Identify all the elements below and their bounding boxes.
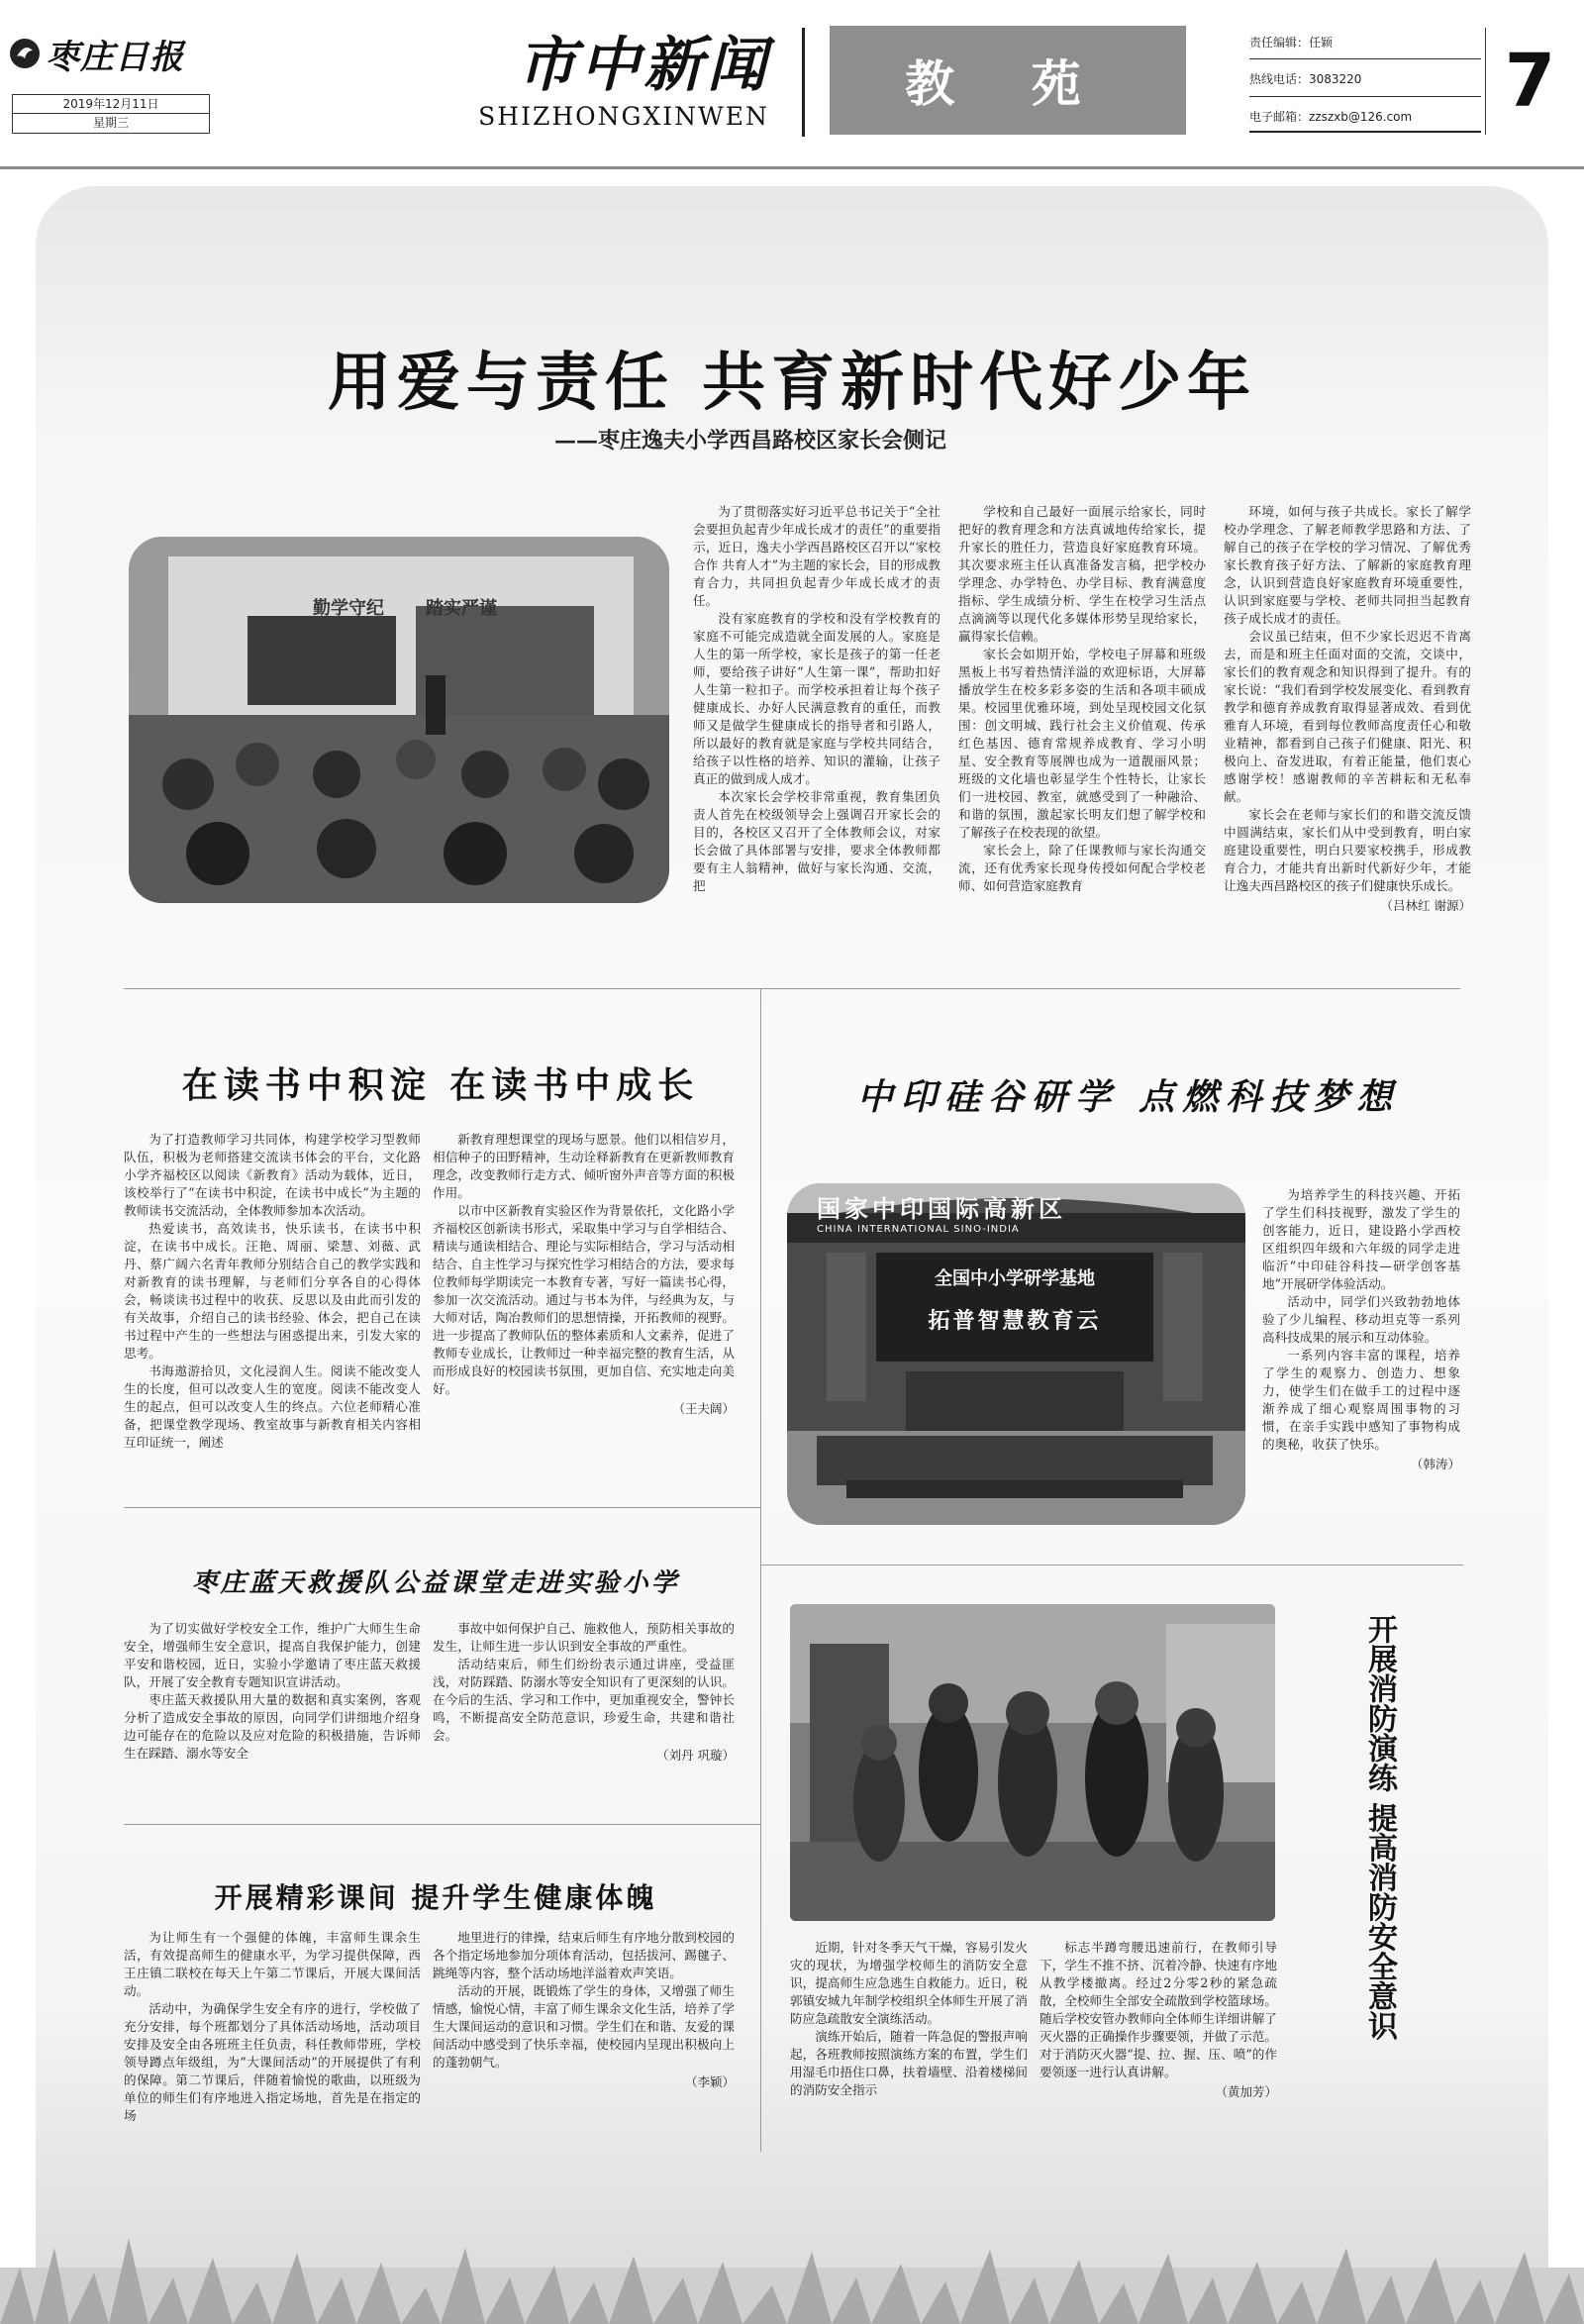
email-field: 电子邮箱：zzszxb@126.com [1249, 97, 1481, 133]
section-pinyin: SHIZHONGXINWEN [478, 102, 769, 131]
paragraph: 没有家庭教育的学校和没有学校教育的家庭不可能完成造就全面发展的人。家庭是人生的第一所学校，家长是孩子的第一任老师，要给孩子讲好“人生第一课”，帮助扣好人生第一粒扣子。而学校承担着让每个孩子健康成长、办好人民满意教育的重任，而教师又是做学生健康成长的指导者和引路人，所以最好的教育就是家庭与学校共同结合，给孩子以性格的培养、知识的灌输，让孩子真正的做到成人成才。 [693, 611, 940, 786]
h-divider-left-2 [124, 1824, 760, 1825]
zhongyin-photo-sign [817, 1189, 1066, 1235]
paragraph: 环境，如何与孩子共成长。家长了解学校办学理念、了解老师教学思路和方法、了解自己的孩子在学校的学习情况、了解优秀家长教育孩子好方法、了解新的家庭教育理念，认识到营造良好家庭教育环境重要性，认识到家庭要与学校、老师共同担当起教育孩子成长成才的责任。 [1224, 504, 1471, 626]
recess-author: （李颖） [684, 2074, 735, 2089]
recess-col-2 [433, 1929, 735, 2091]
paragraph: 为让师生有一个强健的体魄，丰富师生课余生活，有效提高师生的健康水平，为学习提供保障，西王庄镇二联校在每天上午第二节课后，开展大课间活动。 [124, 1930, 421, 1998]
paragraph: 书海遨游拾贝，文化浸润人生。阅读不能改变人生的长度，但可以改变人生的宽度。阅读不能改变人生的起点，但可以改变人生的终点。六位老师精心准备，把课堂教学现场、教室故事与新教育相关内容相互印证统一，阐述 [124, 1364, 421, 1450]
fire-author: （黄加芳） [1215, 2084, 1277, 2099]
grass-decoration [0, 2178, 1584, 2324]
lead-headline: 用爱与责任 共育新时代好少年 [327, 347, 1257, 420]
fire-col-1 [790, 1939, 1028, 2099]
date-box [12, 94, 210, 134]
rescue-col-1 [124, 1620, 421, 1763]
zhongyin-author: （韩涛） [1410, 1457, 1460, 1471]
lead-photo-classroom [129, 537, 669, 903]
reading-col-2 [433, 1131, 735, 1418]
issue-date: 2019年12月11日 [12, 94, 210, 114]
lead-col-3 [1224, 503, 1471, 915]
h-divider-1 [124, 988, 1460, 989]
paper-name: 枣庄日报 [46, 37, 184, 77]
lead-photo-sign-right: 踏实严谨 [426, 598, 497, 619]
masthead-divider [802, 28, 805, 137]
paragraph: 一系列内容丰富的课程，培养了学生的观察力、创造力、想象力，使学生们在做手工的过程中逐渐养成了细心观察周围事物的习惯，在亲手实践中感知了事物构成的奥秘，收获了快乐。 [1262, 1348, 1460, 1452]
zhongyin-photo-screen [896, 1264, 1134, 1335]
paragraph: 枣庄蓝天救援队用大量的数据和真实案例，客观分析了造成安全事故的原因，向同学们讲细地介绍身边可能存在的危险以及应对危险的积极措施，告诉师生在踩踏、溺水等安全 [124, 1692, 421, 1761]
paragraph: 活动中，同学们兴致勃勃地体验了少儿编程、移动坦克等一系列高科技成果的展示和互动体验。 [1262, 1294, 1460, 1345]
paragraph: 会议虽已结束，但不少家长迟迟不肯离去，而是和班主任面对面的交流，交谈中，家长们的教育观念和知识得到了提升。有的家长说：“我们看到学校发展变化、看到教育教学和德育养成教育取得显著成效、看到优雅育人环境，看到每位教师高度责任心和敬业精神，都看到自己孩子们健康、阳光、积极向上、奋发进取，有着正能量，他们衷心感谢学校！感谢教师的辛苦耕耘和无私奉献。 [1224, 629, 1471, 804]
paragraph: 标志半蹲弯腰迅速前行，在教师引导下，学生不推不挤、沉着冷静、快速有序地从教学楼撤离。经过2分零2秒的紧急疏散，全校师生全部安全疏散到学校篮球场。随后学校安管办教师向全体师生详细讲解了灭火器的正确操作步骤要领，并做了示范。对于消防灭火器“提、拉、握、压、喷”的作要领逐一进行认真讲解。 [1040, 1940, 1277, 2079]
paragraph: 事故中如何保护自己、施救他人，预防相关事故的发生，让师生进一步认识到安全事故的严重性。 [433, 1621, 735, 1654]
paper-logo [8, 30, 216, 77]
masthead [0, 0, 1584, 176]
lead-col-1 [693, 503, 940, 895]
paragraph: 演练开始后，随着一阵急促的警报声响起，各班教师按照演练方案的布置，学生们用湿毛巾捂住口鼻，扶着墙壁、沿着楼梯间的消防安全指示 [790, 2029, 1028, 2097]
paragraph: 活动中，为确保学生安全有序的进行，学校做了充分安排，每个班都划分了具体活动场地，活动项目安排及安全由各班班主任负责，科任教师带班，学校领导蹲点年级组，为“大课间活动”的开展提供了有利的保障。第二节课后，伴随着愉悦的歌曲，以班级为单位的师生们有序地进入指定场地，首先是在指定的场 [124, 2001, 421, 2123]
section-title: 市中新闻 [517, 31, 770, 100]
paragraph: 家长会在老师与家长们的和谐交流反馈中圆满结束，家长们从中受到教育，明白家庭建设重要性，明白只要家校携手，形成教育合力，才能共育出新时代新好少年，才能让逸夫西昌路校区的孩子们健康快乐成长。 [1224, 807, 1471, 893]
column-name: 教 苑 [905, 55, 1111, 113]
v-divider-main [760, 988, 761, 2152]
reading-headline: 在读书中积淀 在读书中成长 [181, 1065, 700, 1106]
paragraph: 活动的开展，既锻炼了学生的身体，又增强了师生情感，愉悦心情，丰富了师生课余文化生活，培养了学生大课间运动的意识和习惯。学生们在和谐、友爱的课间活动中感受到了快乐幸福，使校园内呈现出积极向上的蓬勃朝气。 [433, 1983, 735, 2070]
zhongyin-photo-screen-line-1: 全国中小学研学基地 [935, 1268, 1095, 1289]
paragraph: 为了贯彻落实好习近平总书记关于“全社会要担负起青少年成长成才的责任”的重要指示，近日，逸夫小学西昌路校区召开以“家校合作 共育人才”为主题的家长会，目的形成教育合力，共同担负起青少年成长成才的责任。 [693, 504, 940, 608]
paragraph: 为培养学生的科技兴趣、开拓了学生们科技视野，激发了学生的创客能力，近日，建设路小学西校区组织四年级和六年级的同学走进临沂“中印硅谷科技—研学创客基地”开展研学体验活动。 [1262, 1187, 1460, 1291]
zhongyin-photo-building [787, 1183, 1245, 1525]
contact-box [1249, 24, 1481, 135]
paragraph: 本次家长会学校非常重视，教育集团负责人首先在校级领导会上强调召开家长会的目的，各校区又召开了全体教师会议，对家长会做了具体部署与安排，要求全体教师都要有主人翁精神，做好与家长沟通、交流，把 [693, 789, 940, 893]
lead-subtitle: ——枣庄逸夫小学西昌路校区家长会侧记 [554, 428, 947, 454]
fire-col-2 [1040, 1939, 1277, 2101]
masthead-bottom-rule [0, 166, 1584, 169]
zhongyin-photo-sign-sub: CHINA INTERNATIONAL SINO-INDIA [817, 1224, 1020, 1235]
paragraph: 为了切实做好学校安全工作，维护广大师生生命安全，增强师生安全意识，提高自我保护能力，创建平安和谐校园，近日，实验小学邀请了枣庄蓝天救援队，开展了安全教育专题知识宣讲活动。 [124, 1621, 421, 1689]
reading-author: （王夫阔） [672, 1401, 735, 1416]
paragraph: 地里进行的律操，结束后师生有序地分散到校园的各个指定场地参加分项体育活动，包括拔河、踢毽子、跳绳等内容，整个活动场地洋溢着欢声笑语。 [433, 1930, 735, 1980]
zhongyin-text [1262, 1186, 1460, 1473]
zhongyin-photo-screen-line-2: 拓普智慧教育云 [928, 1309, 1102, 1334]
paragraph: 活动结束后，师生们纷纷表示通过讲座，受益匪浅，对防踩踏、防溺水等安全知识有了更深刻的认识。在今后的生活、学习和工作中，更加重视安全，警钟长鸣，不断提高安全防范意识，珍爱生命，共建和谐社会。 [433, 1657, 735, 1743]
page-number: 7 [1485, 28, 1574, 135]
h-divider-left-1 [124, 1507, 760, 1508]
rescue-headline: 枣庄蓝天救援队公益课堂走进实验小学 [191, 1568, 680, 1598]
paragraph: 学校和自己最好一面展示给家长，同时把好的教育理念和方法真诚地传给家长，提升家长的胜任力，营造良好家庭教育环境。其次要求班主任认真准备发言稿，把学校办学理念、办学特色、办学目标、教育满意度指标、学生成绩分析、学生在校学习生活点点滴滴等以现代化多媒体形势呈现给家长，赢得家长信赖。 [958, 504, 1206, 644]
paragraph: 热爱读书，高效读书，快乐读书，在读书中积淀，在读书中成长。汪艳、周丽、梁慧、刘薇、武丹、蔡广阔六名青年教师分别结合自己的教学实践和对新教育的读书理解，与老师们分享各自的心得体会，畅谈读书过程中的收获、反思以及由此而引发的有关故事，介绍自己的读书经验、体会，把自己在读书过程中产生的一些想法与困惑提出来，引发大家的思考。 [124, 1221, 421, 1361]
paragraph: 新教育理想课堂的现场与愿景。他们以相信岁月，相信种子的田野精神，生动诠释新教育在更新教师教育理念，改变教师行走方式、倾听窗外声音等方面的积极作用。 [433, 1132, 735, 1200]
h-divider-right-1 [760, 1565, 1463, 1566]
rescue-author: （刘丹 巩璇） [656, 1748, 735, 1763]
paragraph: 以市中区新教育实验区作为背景依托，文化路小学齐福校区创新读书形式，采取集中学习与自学相结合、精读与通读相结合、理论与实际相结合，学习与活动相结合、自主性学习与探究性学习相结合的方法，要求每位教师每学期读完一本教育专著，写好一篇读书心得，参加一次交流活动。通过与书本为伴，与经典为友，与大师对话，陶冶教师们的思想情操，开拓教师的视野。进一步提高了教师队伍的整体素质和人文素养，促进了教师专业成长，让教师过一种幸福完整的教育生活，从而形成良好的校园读书氛围，更加自信、充实地走向美好。 [433, 1203, 735, 1396]
fire-photo-drill [790, 1604, 1275, 1921]
paper-logo-icon [8, 37, 42, 70]
fire-headline: 开展消防演练 提高消防安全意识 [1362, 1614, 1397, 2041]
recess-col-1 [124, 1929, 421, 2125]
zhongyin-photo-sign-main: 国家中印国际高新区 [817, 1195, 1066, 1223]
hotline-field: 热线电话：3083220 [1249, 59, 1481, 97]
lead-photo-sign-left: 勤学守纪 [313, 598, 384, 619]
zhongyin-headline: 中印硅谷研学 点燃科技梦想 [856, 1077, 1401, 1118]
rescue-col-2 [433, 1620, 735, 1765]
paragraph: 为了打造教师学习共同体，构建学校学习型教师队伍，积极为老师搭建交流读书体会的平台，文化路小学齐福校区以阅读《新教育》活动为载体，近日，该校举行了“在读书中积淀，在读书中成长”为主题的教师读书交流活动，全体教师参加本次活动。 [124, 1132, 421, 1218]
lead-author: （吕林红 谢源） [1380, 898, 1471, 913]
recess-headline: 开展精彩课间 提升学生健康体魄 [214, 1881, 657, 1914]
paragraph: 家长会如期开始，学校电子屏幕和班级黑板上书写着热情洋溢的欢迎标语，大屏幕播放学生在校多彩多姿的生活和各项丰硕成果。校园里优雅环境，到处呈现校园文化氛围：创文明城、践行社会主义价值观、传承红色基因、德育常规养成教育、学习小明星、安全教育等展牌也成为一道靓丽风景；班级的文化墙也彰显学生个性特长，让家长们一进校园、教室，就感受到了一种融洽、和谐的氛围，激起家长明友们想了解学校和了解孩子在校表现的欲望。 [958, 647, 1206, 840]
issue-weekday: 星期三 [12, 114, 210, 134]
paragraph: 家长会上，除了任课教师与家长沟通交流，还有优秀家长现身传授如何配合学校老师、如何营造家庭教育 [958, 843, 1206, 893]
lead-col-2 [958, 503, 1206, 895]
paragraph: 近期，针对冬季天气干燥，容易引发火灾的现状，为增强学校师生的消防安全意识，提高师生应急逃生自救能力。近日，税郭镇安城九年制学校组织全体师生开展了消防应急疏散安全演练活动。 [790, 1940, 1028, 2026]
reading-col-1 [124, 1131, 421, 1452]
column-banner [830, 26, 1186, 135]
editor-field: 责任编辑：任颖 [1249, 24, 1481, 59]
